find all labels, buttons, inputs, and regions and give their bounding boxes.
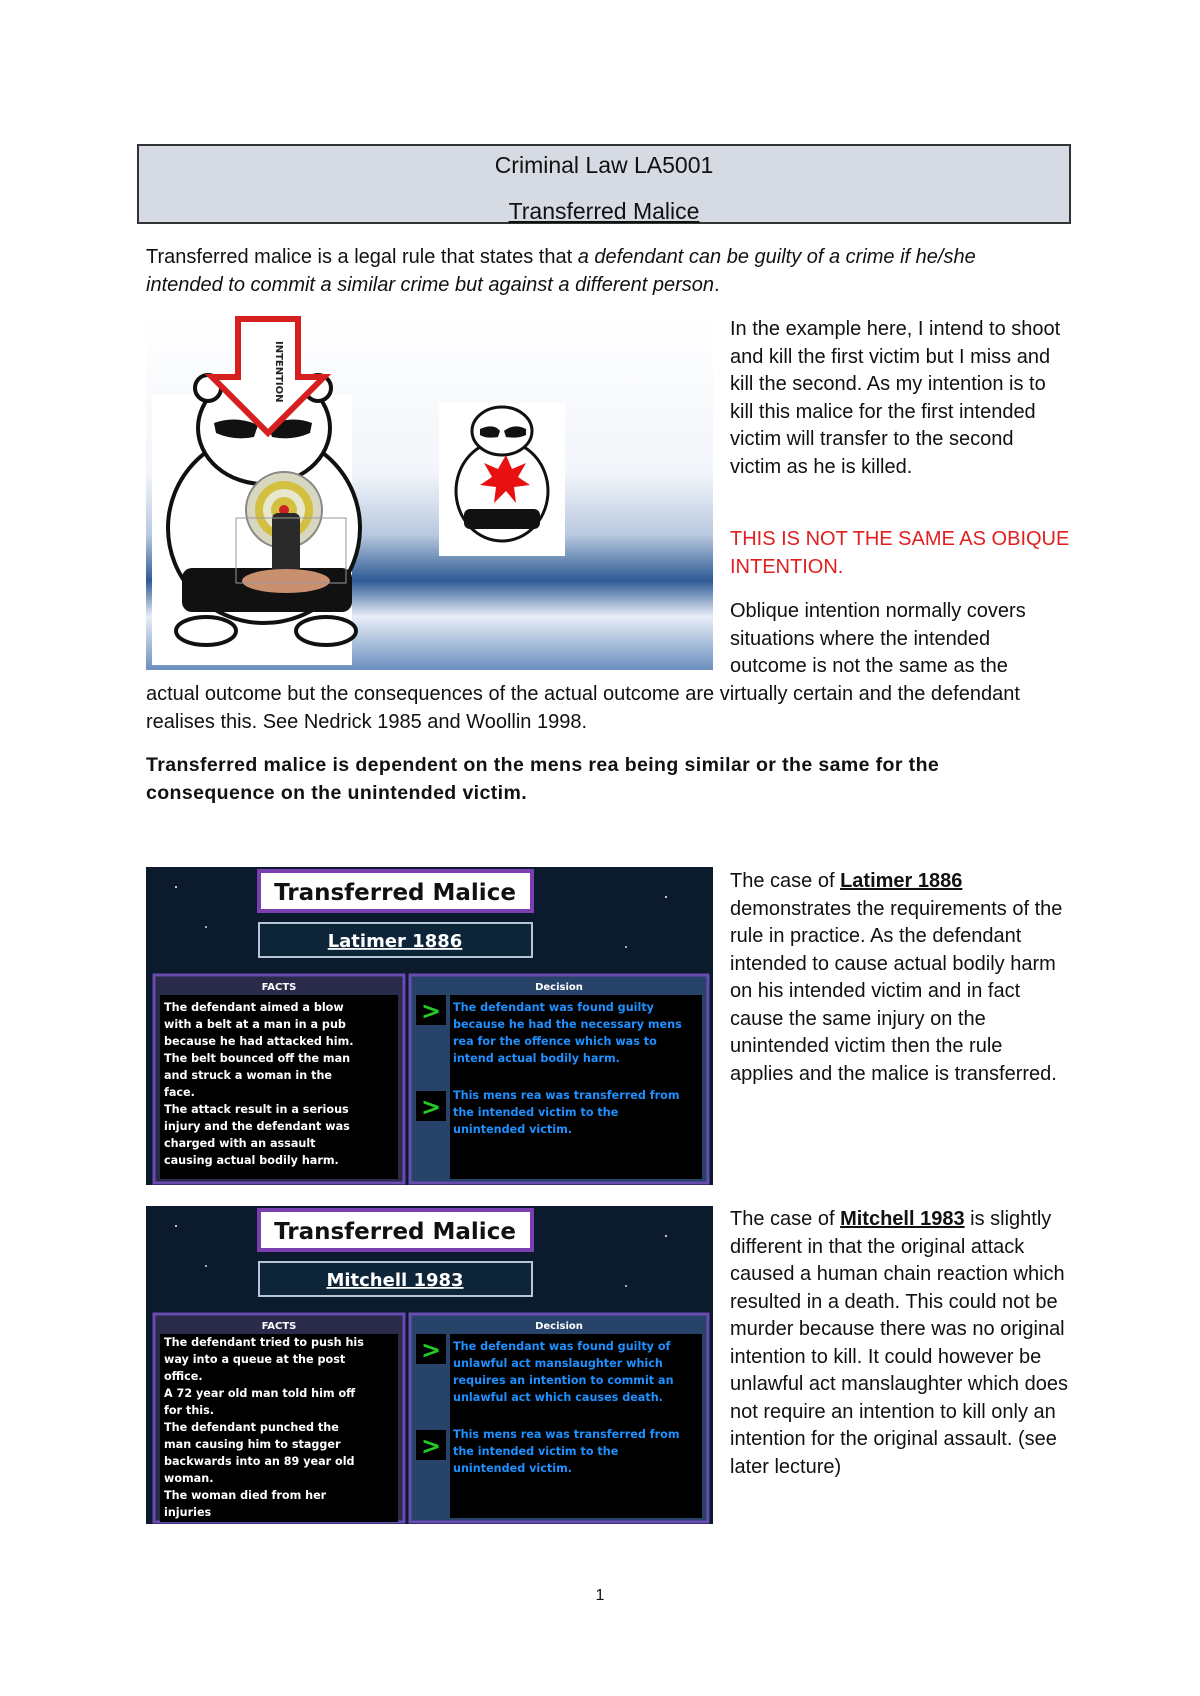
fact-line: The attack result in a serious	[164, 1103, 349, 1116]
facts-label: FACTS	[261, 1321, 297, 1332]
page-number: 1	[595, 1587, 605, 1604]
oblique-paragraph-end: actual outcome but the consequences of the actual outcome are virtually certain and the defendant realises this. See Nedrick 1985 and Woollin 1998.	[146, 683, 1020, 733]
latimer-slide	[146, 867, 713, 1185]
slide-case: Latimer 1886	[327, 931, 463, 952]
decision-line: The defendant was found guilty of	[453, 1340, 671, 1353]
decision-line: requires an intention to commit an	[453, 1374, 674, 1387]
fact-line: causing actual bodily harm.	[164, 1154, 339, 1167]
document-subtitle: Transferred Malice	[508, 198, 700, 224]
fact-line: The belt bounced off the man	[164, 1052, 351, 1065]
mitchell-slide	[146, 1206, 713, 1524]
fact-line: backwards into an 89 year old	[164, 1455, 355, 1468]
decision-line: This mens rea was transferred from	[453, 1428, 680, 1441]
slide-case: Mitchell 1983	[326, 1270, 464, 1291]
fact-line: for this.	[164, 1404, 215, 1417]
decision-line: unintended victim.	[453, 1123, 572, 1136]
fact-line: The defendant punched the	[164, 1421, 339, 1434]
fact-line: way into a queue at the post	[164, 1353, 346, 1366]
slide-title: Transferred Malice	[274, 880, 516, 906]
decision-line: rea for the offence which was to	[453, 1035, 657, 1048]
transferred-malice-illustration	[146, 313, 713, 670]
example-paragraph: In the example here, I intend to shoot and kill the first victim but I miss and kill the second. As my intention is to kill this malice for the first intended victim will transfer to the second victim as he is killed.	[730, 318, 1061, 478]
decision-line: unlawful act manslaughter which	[453, 1357, 663, 1370]
fact-line: The defendant aimed a blow	[164, 1001, 344, 1014]
title-box	[137, 144, 1071, 224]
decision-label: Decision	[535, 982, 583, 993]
intro-paragraph	[146, 244, 1046, 299]
arrow-label: INTENTION	[273, 341, 284, 403]
fact-line: office.	[164, 1370, 203, 1383]
latimer-case-name: Latimer 1886	[840, 870, 963, 892]
facts-label: FACTS	[261, 982, 297, 993]
oblique-warning: THIS IS NOT THE SAME AS OBIQUE INTENTION.	[730, 528, 1070, 578]
decision-line: The defendant was found guilty	[453, 1001, 654, 1014]
fact-line: A 72 year old man told him off	[164, 1387, 356, 1400]
chevron-icon: >	[420, 1336, 442, 1364]
decision-line: unlawful act which causes death.	[453, 1391, 663, 1404]
fact-line: The woman died from her	[164, 1489, 327, 1502]
fact-line: charged with an assault	[164, 1137, 316, 1150]
intro-end: .	[714, 273, 720, 296]
decision-line: because he had the necessary mens	[453, 1018, 682, 1031]
decision-line: the intended victim to the	[453, 1445, 619, 1458]
fact-line: with a belt at a man in a pub	[164, 1018, 346, 1031]
decision-line: unintended victim.	[453, 1462, 572, 1475]
chevron-icon: >	[420, 1093, 442, 1121]
chevron-icon: >	[420, 1432, 442, 1460]
latimer-text-before: The case of	[730, 870, 841, 892]
oblique-paragraph-start: Oblique intention normally covers situations where the intended outcome is not the same as the	[730, 600, 1026, 677]
intro-plain: Transferred malice is a legal rule that states that	[146, 246, 578, 268]
decision-line: intend actual bodily harm.	[453, 1052, 620, 1065]
latimer-paragraph	[730, 868, 1070, 1088]
mitchell-case-name: Mitchell 1983	[840, 1208, 965, 1230]
fact-line: and struck a woman in the	[164, 1069, 332, 1082]
mitchell-text-after: is slightly different in that the original attack caused a human chain reaction which resulted in a death. This could not be murder because there was no original intention to kill. It could however be unlawful act manslaughter which does not require an intention to kill only an intention for the original assault. (see later lecture)	[730, 1208, 1068, 1478]
fact-line: injuries	[164, 1506, 212, 1519]
key-principle-note: Transferred malice is dependent on the mens rea being similar or the same for the consequence on the unintended victim.	[146, 754, 940, 804]
mitchell-text-before: The case of	[730, 1208, 841, 1230]
chevron-icon: >	[420, 997, 442, 1025]
intro-italic: a defendant can be guilty of a crime if he/she intended to commit a similar crime but against a different person	[146, 246, 976, 296]
fact-line: woman.	[164, 1472, 214, 1485]
fact-line: injury and the defendant was	[164, 1120, 350, 1133]
fact-line: man causing him to stagger	[164, 1438, 341, 1451]
decision-line: This mens rea was transferred from	[453, 1089, 680, 1102]
slide-title: Transferred Malice	[274, 1219, 516, 1245]
decision-label: Decision	[535, 1321, 583, 1332]
mitchell-paragraph	[730, 1206, 1070, 1481]
decision-line: the intended victim to the	[453, 1106, 619, 1119]
document-title: Criminal Law LA5001	[494, 152, 714, 178]
fact-line: because he had attacked him.	[164, 1035, 354, 1048]
fact-line: The defendant tried to push his	[164, 1336, 364, 1349]
latimer-text-after: demonstrates the requirements of the rule in practice. As the defendant intended to cause actual bodily harm on his intended victim and in fact cause the same injury on the unintended victim then the rule applies and the malice is transferred.	[730, 897, 1063, 1085]
fact-line: face.	[164, 1086, 195, 1099]
